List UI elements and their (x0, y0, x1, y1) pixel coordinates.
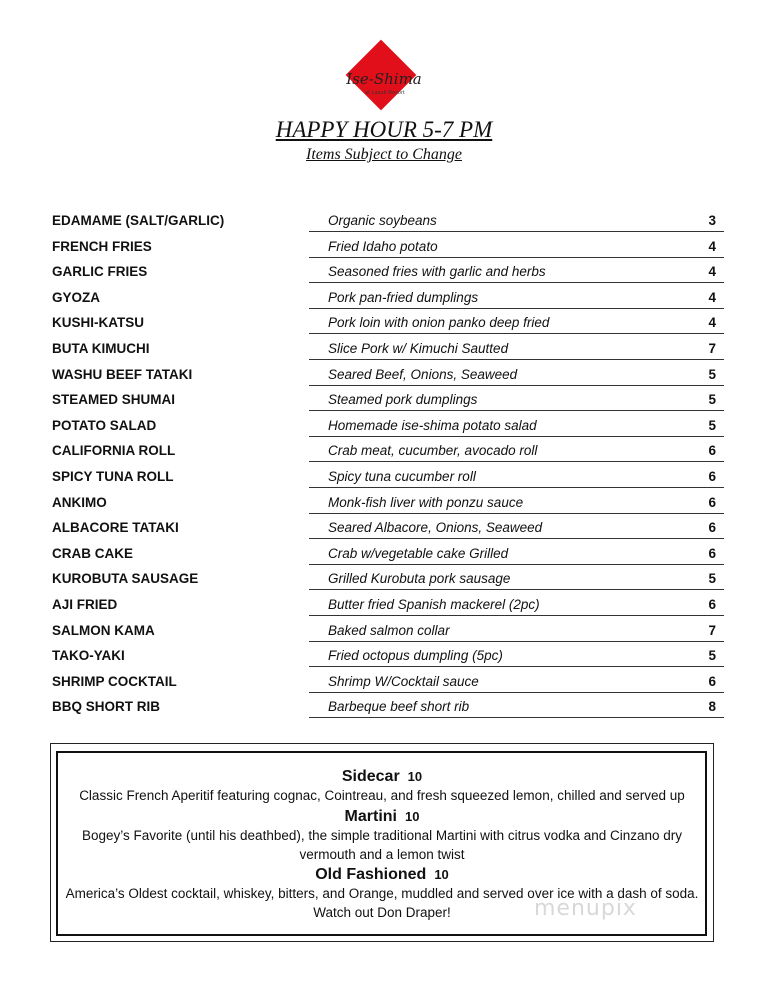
menu-item-desc: Crab w/vegetable cake Grilled (309, 546, 724, 565)
menu-item-name: TAKO-YAKI (52, 648, 125, 664)
menu-item-price: 4 (708, 315, 716, 331)
menu-row (52, 234, 724, 260)
menu-row (52, 669, 724, 695)
menu-row (52, 490, 724, 516)
menu-item-price: 6 (708, 443, 716, 459)
menu-item-name: SPICY TUNA ROLL (52, 468, 174, 484)
menu-item-price: 6 (708, 520, 716, 536)
menu-item-price: 3 (708, 213, 716, 228)
menu-item-name: BBQ SHORT RIB (52, 699, 160, 715)
menu-item-desc: Fried Idaho potato (309, 239, 724, 258)
logo-subtext: at Lazuli Resort (365, 90, 405, 96)
menu-row (52, 592, 724, 618)
menu-item-price: 6 (708, 494, 716, 510)
menu-item-price: 7 (708, 340, 716, 356)
menu-item-name: ALBACORE TATAKI (52, 520, 179, 536)
menu-row (52, 694, 724, 720)
menu-item-name: GARLIC FRIES (52, 264, 148, 280)
menu-item-name: EDAMAME (SALT/GARLIC) (52, 213, 225, 228)
menu-row (52, 362, 724, 388)
menu-item-desc: Seared Beef, Onions, Seaweed (309, 367, 724, 386)
menu-item-desc: Seared Albacore, Onions, Seaweed (309, 520, 724, 539)
menu-item-desc: Steamed pork dumplings (309, 392, 724, 411)
menu-row (52, 285, 724, 311)
menu-item-price: 5 (708, 417, 716, 433)
menu-item-desc: Organic soybeans (309, 213, 724, 232)
menu-item-desc: Baked salmon collar (309, 623, 724, 642)
menu-row (52, 336, 724, 362)
menu-row (52, 541, 724, 567)
cocktail-price: 10 (434, 867, 449, 882)
menu-item-name: STEAMED SHUMAI (52, 392, 176, 408)
cocktail-sidecar (60, 768, 704, 805)
menu-item-price: 6 (708, 596, 716, 612)
menu-item-desc: Crab meat, cucumber, avocado roll (309, 443, 724, 462)
cocktail-name: Martini (344, 808, 397, 825)
cocktail-desc: America’s Oldest cocktail, whiskey, bitters, and Orange, muddled and served over ice with a dash of soda. Watch out Don Draper! (65, 886, 699, 920)
logo-script: Ise-Shima (346, 70, 422, 88)
menu-item-name: GYOZA (52, 289, 101, 305)
menu-item-name: CALIFORNIA ROLL (52, 443, 176, 459)
menu-row (52, 310, 724, 336)
watermark: menupix (534, 896, 637, 921)
menu-row (52, 643, 724, 669)
menu-item-desc: Fried octopus dumpling (5pc) (309, 648, 724, 667)
menu-item-name: BUTA KIMUCHI (52, 340, 150, 356)
menu-row (52, 413, 724, 439)
menu-item-desc: Pork loin with onion panko deep fried (309, 315, 724, 334)
menu-item-price: 6 (708, 673, 716, 689)
cocktail-price: 10 (407, 769, 423, 784)
cocktail-name: Sidecar (341, 768, 400, 785)
menu-item-name: WASHU BEEF TATAKI (52, 366, 193, 382)
menu-item-price: 5 (708, 392, 716, 408)
menu-item-price: 4 (708, 264, 716, 280)
page-subtitle: Items Subject to Change (306, 146, 462, 163)
menu-item-desc: Grilled Kurobuta pork sausage (309, 571, 724, 590)
menu-item-price: 4 (708, 238, 716, 254)
menu-item-price: 8 (708, 699, 716, 715)
menu-item-name: AJI FRIED (52, 596, 118, 612)
menu-item-name: KUSHI-KATSU (52, 315, 144, 331)
cocktail-price: 10 (404, 809, 420, 824)
happy-hour-menu (52, 208, 724, 720)
menu-row (52, 438, 724, 464)
menu-item-desc: Monk-fish liver with ponzu sauce (309, 495, 724, 514)
page-title: HAPPY HOUR 5-7 PM (275, 117, 493, 142)
cocktail-desc: Bogey’s Favorite (until his deathbed), the simple traditional Martini with citrus vodka and Cinzano dry vermouth and a lemon twist (81, 828, 683, 862)
menu-item-desc: Spicy tuna cucumber roll (309, 469, 724, 488)
menu-item-desc: Shrimp W/Cocktail sauce (309, 674, 724, 693)
menu-item-name: CRAB CAKE (52, 545, 133, 561)
menu-row (52, 208, 724, 234)
menu-item-price: 5 (708, 571, 716, 587)
menu-item-name: ANKIMO (52, 494, 107, 510)
menu-row (52, 618, 724, 644)
cocktail-martini (60, 808, 704, 864)
menu-item-price: 6 (708, 545, 716, 561)
menu-item-desc: Seasoned fries with garlic and herbs (309, 264, 724, 283)
menu-item-name: SHRIMP COCKTAIL (52, 673, 177, 689)
menu-row (52, 387, 724, 413)
menu-row (52, 566, 724, 592)
menu-row (52, 259, 724, 285)
menu-item-price: 5 (708, 648, 716, 664)
menu-item-desc: Butter fried Spanish mackerel (2pc) (309, 597, 724, 616)
menu-row (52, 515, 724, 541)
menu-item-desc: Homemade ise-shima potato salad (309, 418, 724, 437)
menu-item-name: KUROBUTA SAUSAGE (52, 571, 199, 587)
menu-item-name: POTATO SALAD (52, 417, 157, 433)
menu-item-price: 4 (708, 289, 716, 305)
menu-item-desc: Slice Pork w/ Kimuchi Sautted (309, 341, 724, 360)
menu-row (52, 464, 724, 490)
menu-item-desc: Barbeque beef short rib (309, 699, 724, 718)
menu-item-price: 7 (708, 622, 716, 638)
menu-item-name: SALMON KAMA (52, 622, 155, 638)
cocktail-name: Old Fashioned (315, 866, 427, 883)
menu-item-desc: Pork pan-fried dumplings (309, 290, 724, 309)
menu-item-name: FRENCH FRIES (52, 238, 152, 254)
menu-item-price: 6 (708, 468, 716, 484)
cocktail-desc: Classic French Aperitif featuring cognac, Cointreau, and fresh squeezed lemon, chilled and served up (79, 788, 685, 803)
menu-item-price: 5 (708, 366, 716, 382)
